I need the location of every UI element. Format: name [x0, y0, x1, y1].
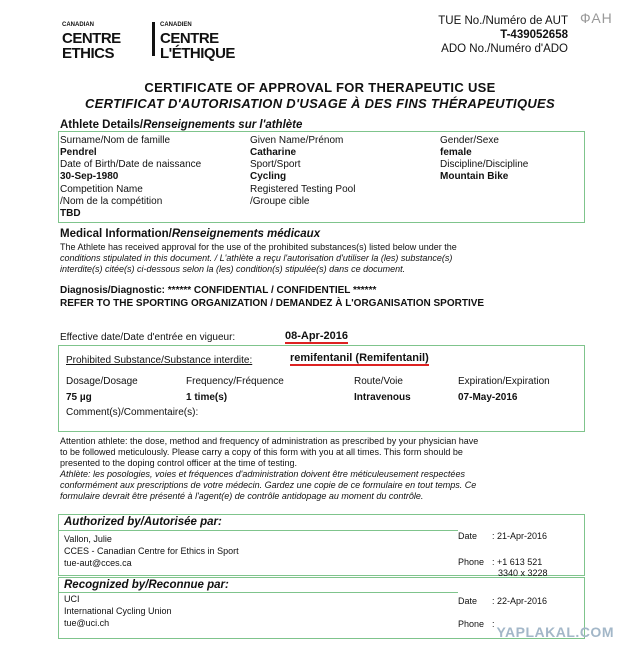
substance-label: Prohibited Substance/Substance interdite:	[66, 355, 253, 366]
pool-label: Registered Testing Pool	[250, 184, 356, 195]
surname-value: Pendrel	[60, 147, 97, 158]
sport-value: Cycling	[250, 171, 287, 182]
discipline-label: Discipline/Discipline	[440, 159, 529, 170]
logo-text: CENTRE	[62, 30, 121, 47]
route-label: Route/Voie	[354, 376, 403, 387]
dob-value: 30-Sep-1980	[60, 171, 119, 182]
recognized-org: UCI	[64, 594, 80, 604]
medical-text-2: conditions stipulated in this document. / L'athlète a reçu l'autorisation d'utiliser la (les) substance(s)	[60, 253, 453, 263]
discipline-value: Mountain Bike	[440, 171, 509, 182]
surname-label: Surname/Nom de famille	[60, 135, 171, 146]
diagnosis: Diagnosis/Diagnostic: ****** CONFIDENTIAL / CONFIDENTIEL ******	[60, 285, 377, 296]
medical-heading: Medical Information/Renseignements médicaux	[60, 228, 321, 240]
attention-fr-2: conformément aux prescriptions de votre médecin. Gardez une copie de ce formulaire en tout temps. Ce	[60, 480, 477, 490]
given-value: Catharine	[250, 147, 297, 158]
recognized-phone: :	[492, 619, 495, 629]
attention-en-1: Attention athlete: the dose, method and frequency of administration as prescribed by your physician have	[60, 436, 479, 446]
recognized-date-label: Date	[458, 596, 478, 606]
authorized-phone-ext: 3340 x 3228	[498, 568, 548, 578]
expiration-label: Expiration/Expiration	[458, 376, 550, 387]
attention-fr-1: Athlète: les posologies, voies et fréquences d'administration doivent être méticuleusement respectées	[60, 469, 465, 479]
authorized-heading: Authorized by/Autorisée par:	[64, 516, 222, 528]
substance-value: remifentanil (Remifentanil)	[290, 352, 429, 364]
authorized-email[interactable]: tue-aut@cces.ca	[64, 558, 132, 568]
recognized-divider	[58, 592, 458, 593]
effective-label: Effective date/Date d'entrée en vigueur:	[60, 332, 236, 343]
cces-logo	[62, 20, 242, 60]
dosage-label: Dosage/Dosage	[66, 376, 138, 387]
pool-label-fr: /Groupe cible	[250, 196, 310, 207]
authorized-phone: : +1 613 521	[492, 557, 543, 567]
recognized-email[interactable]: tue@uci.ch	[64, 618, 110, 628]
logo-text: CANADIEN	[160, 22, 192, 28]
authorized-name: Vallon, Julie	[64, 534, 112, 544]
logo-text: CANADIAN	[62, 22, 94, 28]
authorized-date: : 21-Apr-2016	[492, 531, 548, 541]
tue-ado-block	[438, 14, 568, 56]
attention-en-3: presented to the doping control officer at the time of testing.	[60, 458, 297, 468]
recognized-phone-label: Phone	[458, 619, 485, 629]
watermark-top: ФАН	[580, 10, 613, 26]
authorized-date-label: Date	[458, 531, 478, 541]
authorized-org: CCES - Canadian Centre for Ethics in Sport	[64, 546, 239, 556]
ado-label: ADO No./Numéro d'ADO	[441, 43, 568, 55]
competition-value: TBD	[60, 208, 81, 219]
competition-label: Competition Name	[60, 184, 143, 195]
frequency-value: 1 time(s)	[186, 392, 228, 403]
logo-text: L'ÉTHIQUE	[160, 45, 235, 62]
expiration-value: 07-May-2016	[458, 392, 518, 403]
logo-text: ETHICS	[62, 45, 115, 62]
competition-label-fr: /Nom de la compétition	[60, 196, 163, 207]
tue-number: T-439052658	[500, 29, 568, 41]
given-label: Given Name/Prénom	[250, 135, 344, 146]
gender-value: female	[440, 147, 472, 158]
logo-divider	[152, 22, 155, 56]
recognized-heading: Recognized by/Reconnue par:	[64, 579, 229, 591]
authorized-phone-label: Phone	[458, 557, 485, 567]
medical-text-1: The Athlete has received approval for the use of the prohibited substances(s) listed below under the	[60, 242, 457, 252]
effective-date: 08-Apr-2016	[285, 330, 348, 342]
gender-label: Gender/Sexe	[440, 135, 499, 146]
authorized-divider	[58, 530, 458, 531]
route-value: Intravenous	[354, 392, 411, 403]
comments-label: Comment(s)/Commentaire(s):	[66, 407, 199, 418]
refer-text: REFER TO THE SPORTING ORGANIZATION / DEMANDEZ À L'ORGANISATION SPORTIVE	[60, 298, 485, 309]
title-en: CERTIFICATE OF APPROVAL FOR THERAPEUTIC USE	[144, 80, 496, 95]
tue-label: TUE No./Numéro de AUT	[438, 15, 568, 27]
medical-text-3: interdite(s) citée(s) ci-dessous selon la (les) condition(s) stipulée(s) dans ce document.	[60, 264, 406, 274]
recognized-name: International Cycling Union	[64, 606, 172, 616]
recognized-date: : 22-Apr-2016	[492, 596, 548, 606]
dob-label: Date of Birth/Date de naissance	[60, 159, 202, 170]
logo-text: CENTRE	[160, 30, 219, 47]
attention-en-2: to be followed meticulously. Please carry a copy of this form with you at all times. This form should be	[60, 447, 463, 457]
sport-label: Sport/Sport	[250, 159, 301, 170]
dosage-value: 75 µg	[66, 392, 92, 403]
frequency-label: Frequency/Fréquence	[186, 376, 284, 387]
watermark-bottom: YAPLAKAL.COM	[496, 624, 614, 640]
attention-fr-3: formulaire devrait être présenté à l'agent(e) de contrôle antidopage au moment du contrôle.	[60, 491, 424, 501]
title-fr: CERTIFICAT D'AUTORISATION D'USAGE À DES FINS THÉRAPEUTIQUES	[84, 96, 555, 111]
athlete-heading: Athlete Details/Renseignements sur l'athlète	[60, 119, 303, 131]
